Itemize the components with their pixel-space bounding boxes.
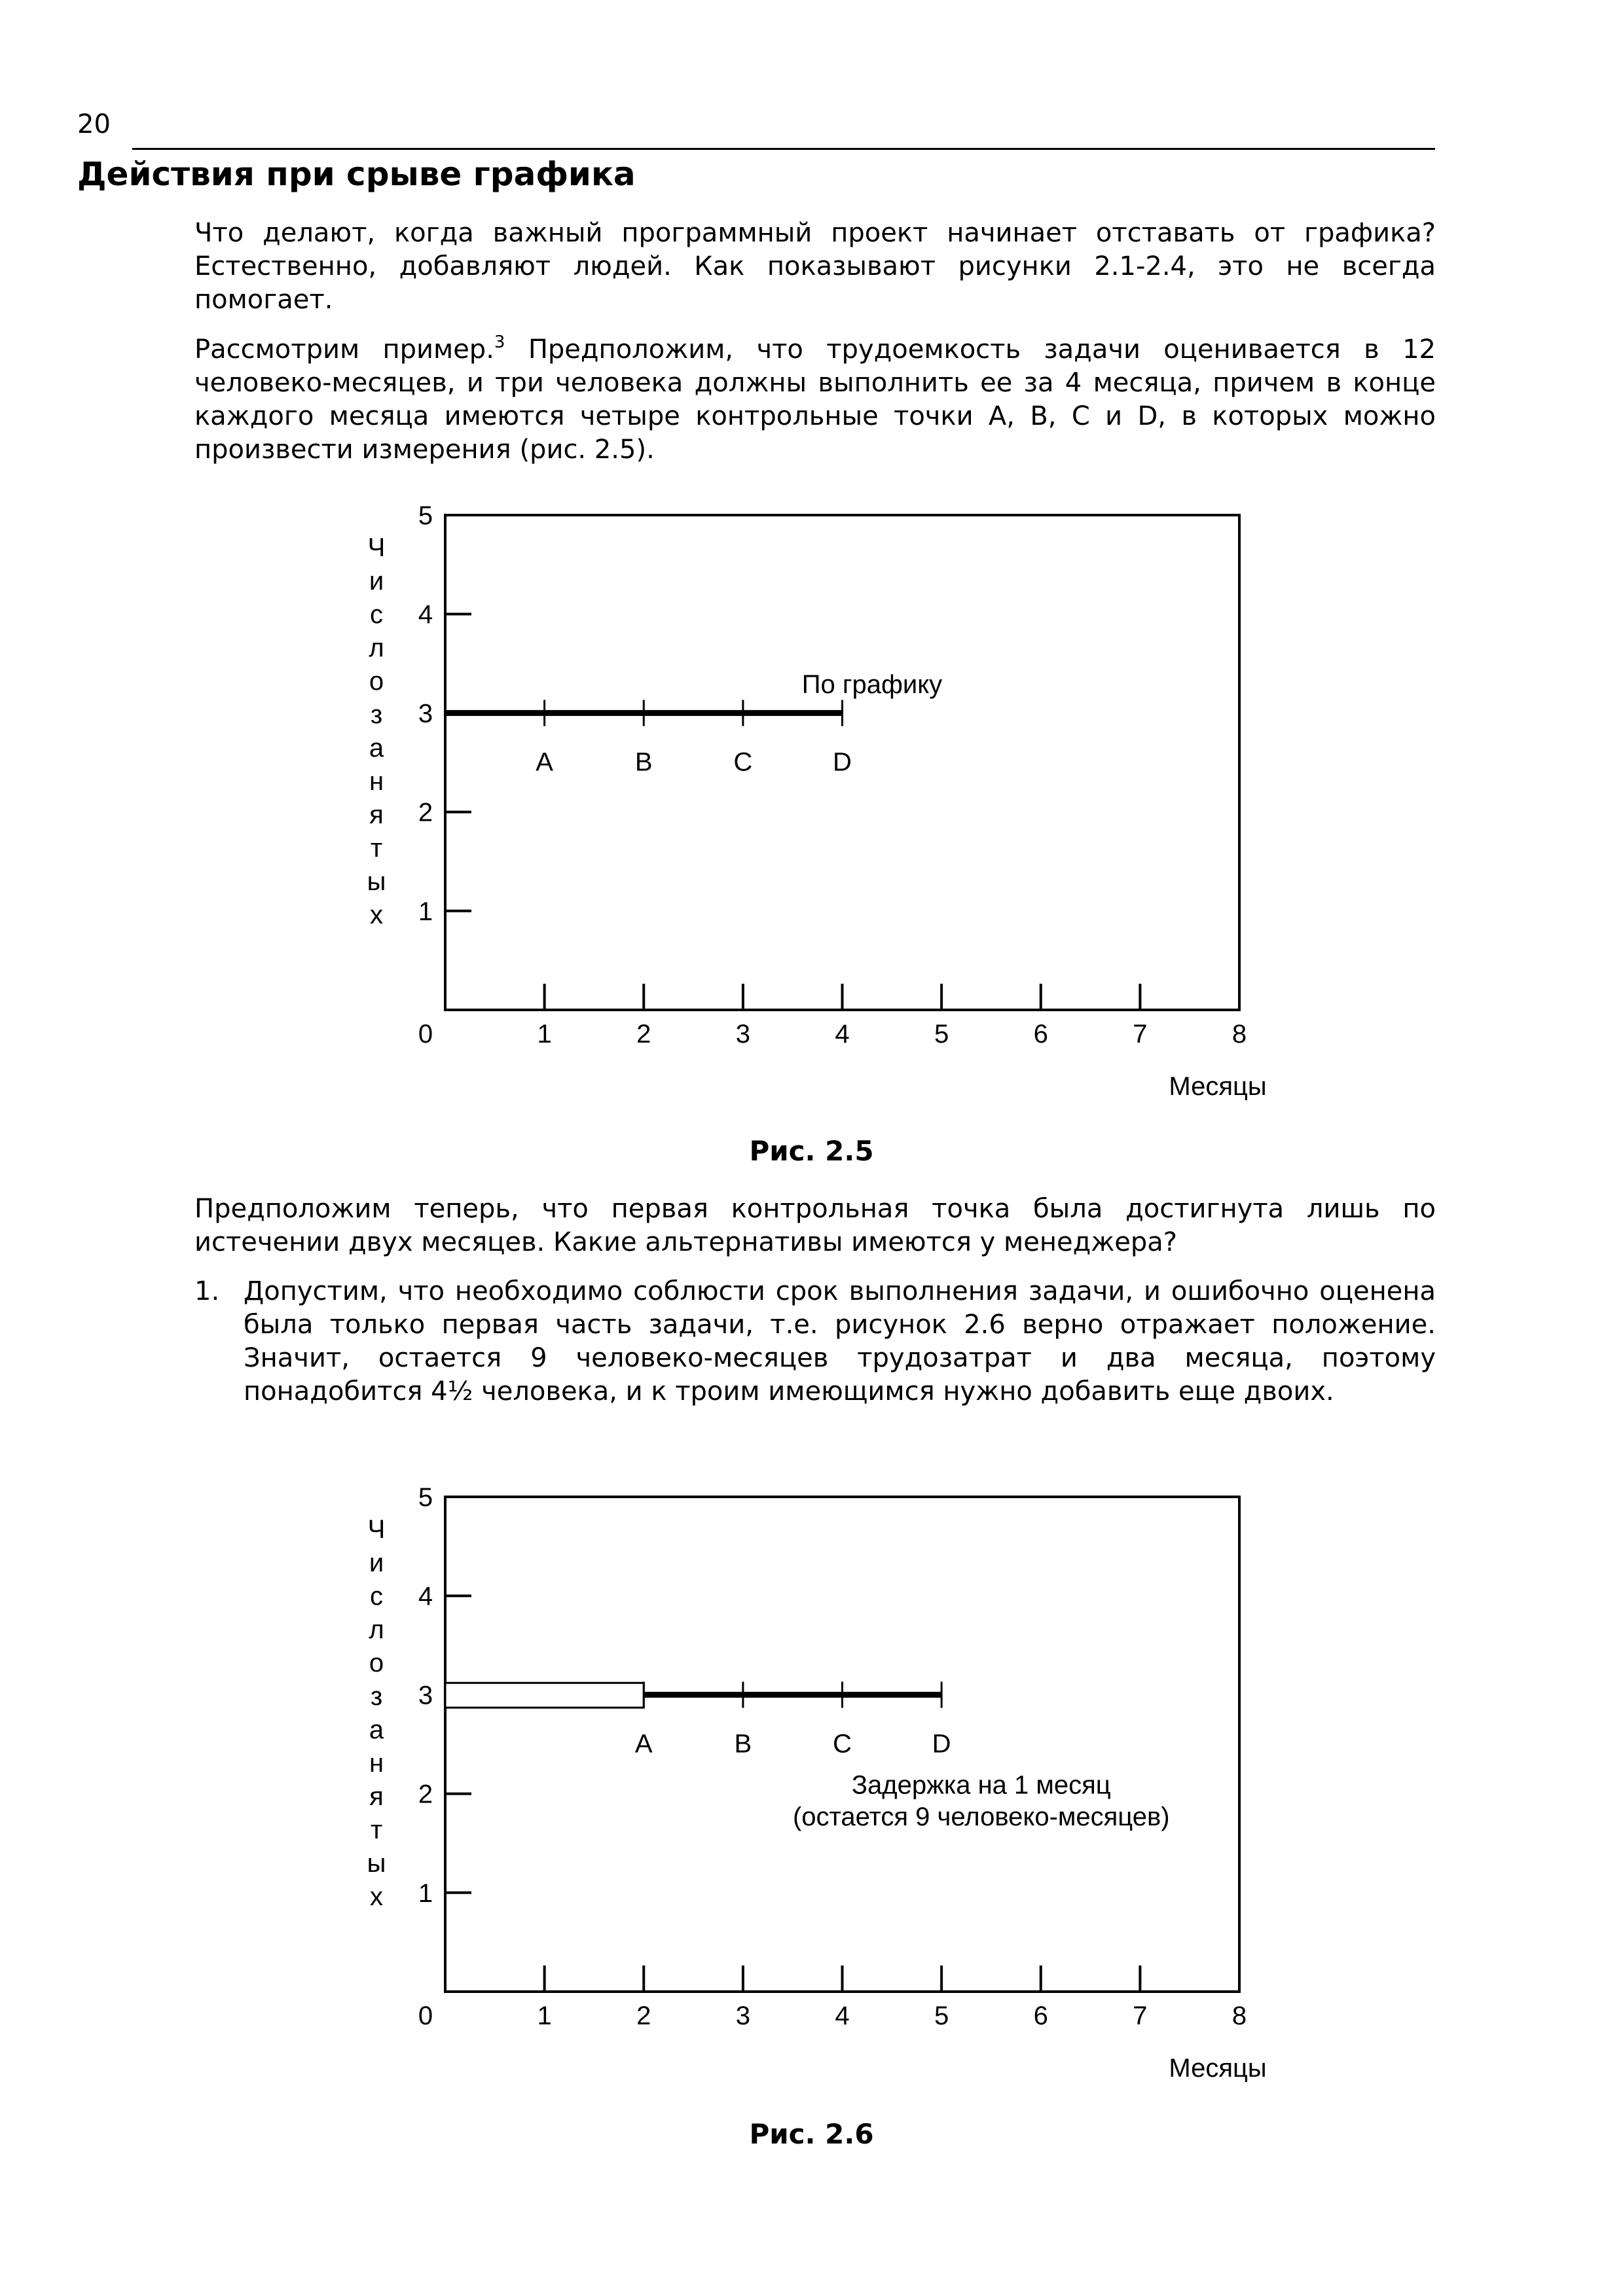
x-tick-label: 3 [735, 2001, 750, 2030]
paragraph-intro: Что делают, когда важный программный проект начинает отставать от графика? Естественно, добавляют людей. Как показывают рисунки 2.1-2.4, это не всегда помогает. [194, 218, 1436, 315]
y-axis-label-letter: с [370, 1582, 383, 1611]
annotation-text: Задержка на 1 месяц [851, 1770, 1111, 1800]
y-axis-label-letter: я [369, 800, 384, 829]
x-tick-label: 6 [1033, 1020, 1048, 1049]
x-tick-label: 8 [1231, 1020, 1247, 1049]
figure-2-5-svg [340, 484, 1296, 1101]
delay-bar [445, 1683, 644, 1708]
paragraph-example [194, 333, 1436, 467]
y-axis-label-letter: а [369, 1715, 384, 1744]
list-item-text: Допустим, что необходимо соблюсти срок выполнения задачи, и ошибочно оценена была только первая часть задачи, т.е. рисунок 2.6 верно отражает положение. Значит, остается 9 человеко-месяцев трудозатрат и два месяца, поэтому понадобится 4½ человека, и к троим имеющимся нужно добавить еще двоих. [244, 1276, 1436, 1407]
y-tick-label: 2 [418, 798, 433, 827]
checkpoint-label: D [932, 1729, 951, 1759]
y-tick-label: 2 [418, 1780, 433, 1809]
y-axis-label-letter: о [369, 1649, 384, 1677]
x-tick-label: 8 [1231, 2001, 1247, 2030]
paragraph-delay: Предположим теперь, что первая контрольная точка была достигнута лишь по истечении двух месяцев. Какие альтернативы имеются у менеджера? [194, 1194, 1436, 1257]
checkpoint-label: C [733, 747, 753, 777]
y-axis-label-letter: х [370, 901, 383, 929]
y-axis-label-letter: з [370, 1682, 383, 1711]
x-tick-label: 3 [735, 1020, 750, 1049]
y-axis-label-letter: Ч [367, 533, 386, 562]
header-rule [132, 148, 1435, 150]
y-tick-label: 3 [418, 1681, 433, 1710]
figure-2-6-chart [340, 1466, 1296, 2083]
checkpoint-label: D [833, 747, 852, 777]
x-tick-label: 6 [1033, 2001, 1048, 2030]
y-tick-label: 5 [418, 1483, 433, 1512]
y-tick-label: 4 [418, 1582, 433, 1611]
annotation-text: По графику [801, 670, 943, 700]
checkpoint-label: B [634, 747, 653, 777]
footnote-marker[interactable]: 3 [494, 332, 505, 352]
figure-2-6-caption: Рис. 2.6 [749, 2118, 874, 2150]
y-axis-label-letter: т [370, 1816, 383, 1844]
x-tick-label: 2 [636, 2001, 651, 2030]
y-axis-label-letter: с [370, 600, 383, 629]
y-tick-label: 3 [418, 699, 433, 728]
x-tick-label: 7 [1133, 1020, 1148, 1049]
y-axis-label-letter: х [370, 1882, 383, 1911]
x-tick-label: 1 [537, 1020, 552, 1049]
x-tick-label: 1 [537, 2001, 552, 2030]
y-axis-label-letter: н [369, 767, 384, 796]
y-tick-label: 4 [418, 600, 433, 630]
y-axis-label-letter: л [369, 634, 384, 662]
x-tick-label: 4 [835, 2001, 850, 2030]
checkpoint-label: A [634, 1729, 653, 1759]
x-axis-label: Месяцы [1169, 2054, 1267, 2083]
y-tick-label: 5 [418, 501, 433, 530]
y-axis-label-letter: о [369, 667, 384, 696]
section-heading: Действия при срыве графика [77, 155, 636, 193]
y-axis-label-letter: Ч [367, 1515, 386, 1544]
y-tick-label: 1 [418, 1878, 433, 1908]
y-axis-label-letter: т [370, 834, 383, 863]
x-tick-label: 7 [1133, 2001, 1148, 2030]
figure-2-5-chart [340, 484, 1296, 1101]
x-tick-label: 4 [835, 1020, 850, 1049]
y-axis-label-letter: н [369, 1749, 384, 1778]
figure-2-5-caption: Рис. 2.5 [749, 1135, 874, 1167]
checkpoint-label: A [536, 747, 553, 777]
x-tick-label: 5 [934, 2001, 949, 2030]
y-axis-label-letter: з [370, 700, 383, 729]
x-tick-label: 0 [418, 2001, 433, 2030]
x-axis-label: Месяцы [1169, 1072, 1267, 1101]
y-axis-label-letter: а [369, 734, 384, 762]
y-axis-label-letter: л [369, 1615, 384, 1644]
x-tick-label: 0 [418, 1020, 433, 1049]
checkpoint-label: B [734, 1729, 752, 1759]
list-item-number: 1. [194, 1276, 220, 1306]
x-tick-label: 2 [636, 1020, 651, 1049]
y-axis-label-letter: я [369, 1782, 384, 1811]
y-axis-label-letter: ы [367, 1849, 386, 1878]
page-number: 20 [77, 109, 111, 139]
y-axis-label-letter: ы [367, 867, 386, 896]
y-axis-label-letter: и [369, 567, 384, 596]
checkpoint-label: C [833, 1729, 852, 1759]
y-axis-label-letter: и [369, 1549, 384, 1577]
y-tick-label: 1 [418, 897, 433, 926]
paragraph-example-start: Рассмотрим пример. [194, 334, 494, 365]
paragraph-example-rest: Предположим, что трудоемкость задачи оценивается в 12 человеко-месяцев, и три человека должны выполнить ее за 4 месяца, причем в конце каждого месяца имеются четыре контрольные точки A, B, C и D, в которых можно произвести измерения (рис. 2.5). [194, 334, 1436, 465]
x-tick-label: 5 [934, 1020, 949, 1049]
annotation-text: (остается 9 человеко-месяцев) [792, 1802, 1170, 1831]
figure-2-6-svg [340, 1466, 1296, 2083]
